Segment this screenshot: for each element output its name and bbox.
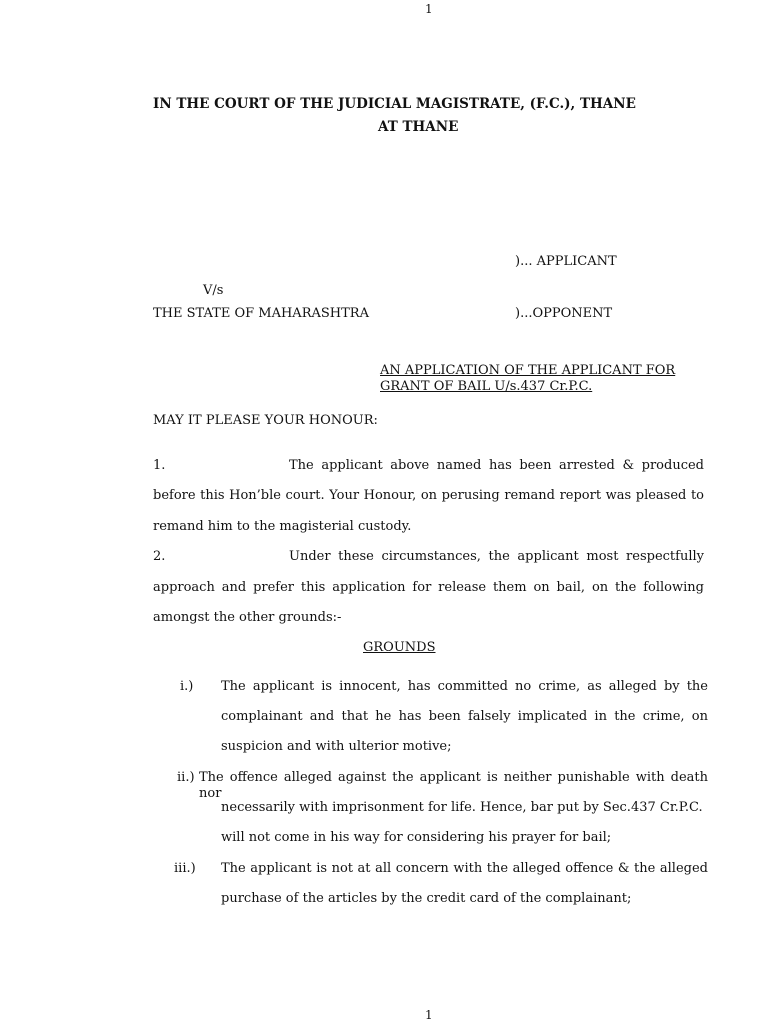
paragraph-line: approach and prefer this application for release them on bail, on the following bbox=[153, 580, 704, 595]
versus-label: V/s bbox=[203, 283, 224, 298]
ground-line: will not come in his way for considering his prayer for bail; bbox=[221, 830, 612, 845]
paragraph-number: 1. bbox=[153, 458, 166, 473]
paragraph-line: remand him to the magisterial custody. bbox=[153, 519, 412, 534]
application-title-line1: AN APPLICATION OF THE APPLICANT FOR bbox=[380, 363, 676, 378]
paragraph-line: amongst the other grounds:- bbox=[153, 610, 342, 625]
page-number-bottom: 1 bbox=[425, 1008, 433, 1022]
paragraph-number: 2. bbox=[153, 549, 166, 564]
grounds-heading: GROUNDS bbox=[363, 640, 436, 655]
application-title-line2: GRANT OF BAIL U/s.437 Cr.P.C. bbox=[380, 379, 593, 394]
ground-line: necessarily with imprisonment for life. Hence, bar put by Sec.437 Cr.P.C. bbox=[221, 800, 703, 815]
opponent-label: )...OPPONENT bbox=[515, 306, 613, 321]
ground-line: The applicant is innocent, has committed no crime, as alleged by the bbox=[221, 679, 708, 694]
applicant-label: )... APPLICANT bbox=[515, 254, 617, 269]
paragraph-line: Under these circumstances, the applicant most respectfully bbox=[289, 549, 704, 564]
court-heading-line1: IN THE COURT OF THE JUDICIAL MAGISTRATE, (F.C.), THANE bbox=[153, 96, 636, 112]
paragraph-line: The applicant above named has been arrested & produced bbox=[289, 458, 704, 473]
ground-line: suspicion and with ulterior motive; bbox=[221, 739, 452, 754]
salutation: MAY IT PLEASE YOUR HONOUR: bbox=[153, 413, 378, 428]
ground-line: The applicant is not at all concern with the alleged offence & the alleged bbox=[221, 861, 708, 876]
paragraph-line: before this Hon’ble court. Your Honour, on perusing remand report was pleased to bbox=[153, 488, 704, 503]
ground-line: purchase of the articles by the credit card of the complainant; bbox=[221, 891, 632, 906]
ground-number: i.) bbox=[180, 679, 194, 694]
ground-number: iii.) bbox=[174, 861, 196, 876]
opponent-name: THE STATE OF MAHARASHTRA bbox=[153, 306, 369, 321]
ground-line: The offence alleged against the applicant is neither punishable with death nor bbox=[199, 770, 708, 801]
page-number-top: 1 bbox=[425, 2, 433, 16]
ground-number: ii.) bbox=[177, 770, 195, 785]
court-heading-line2: AT THANE bbox=[378, 119, 459, 135]
ground-line: complainant and that he has been falsely implicated in the crime, on bbox=[221, 709, 708, 724]
